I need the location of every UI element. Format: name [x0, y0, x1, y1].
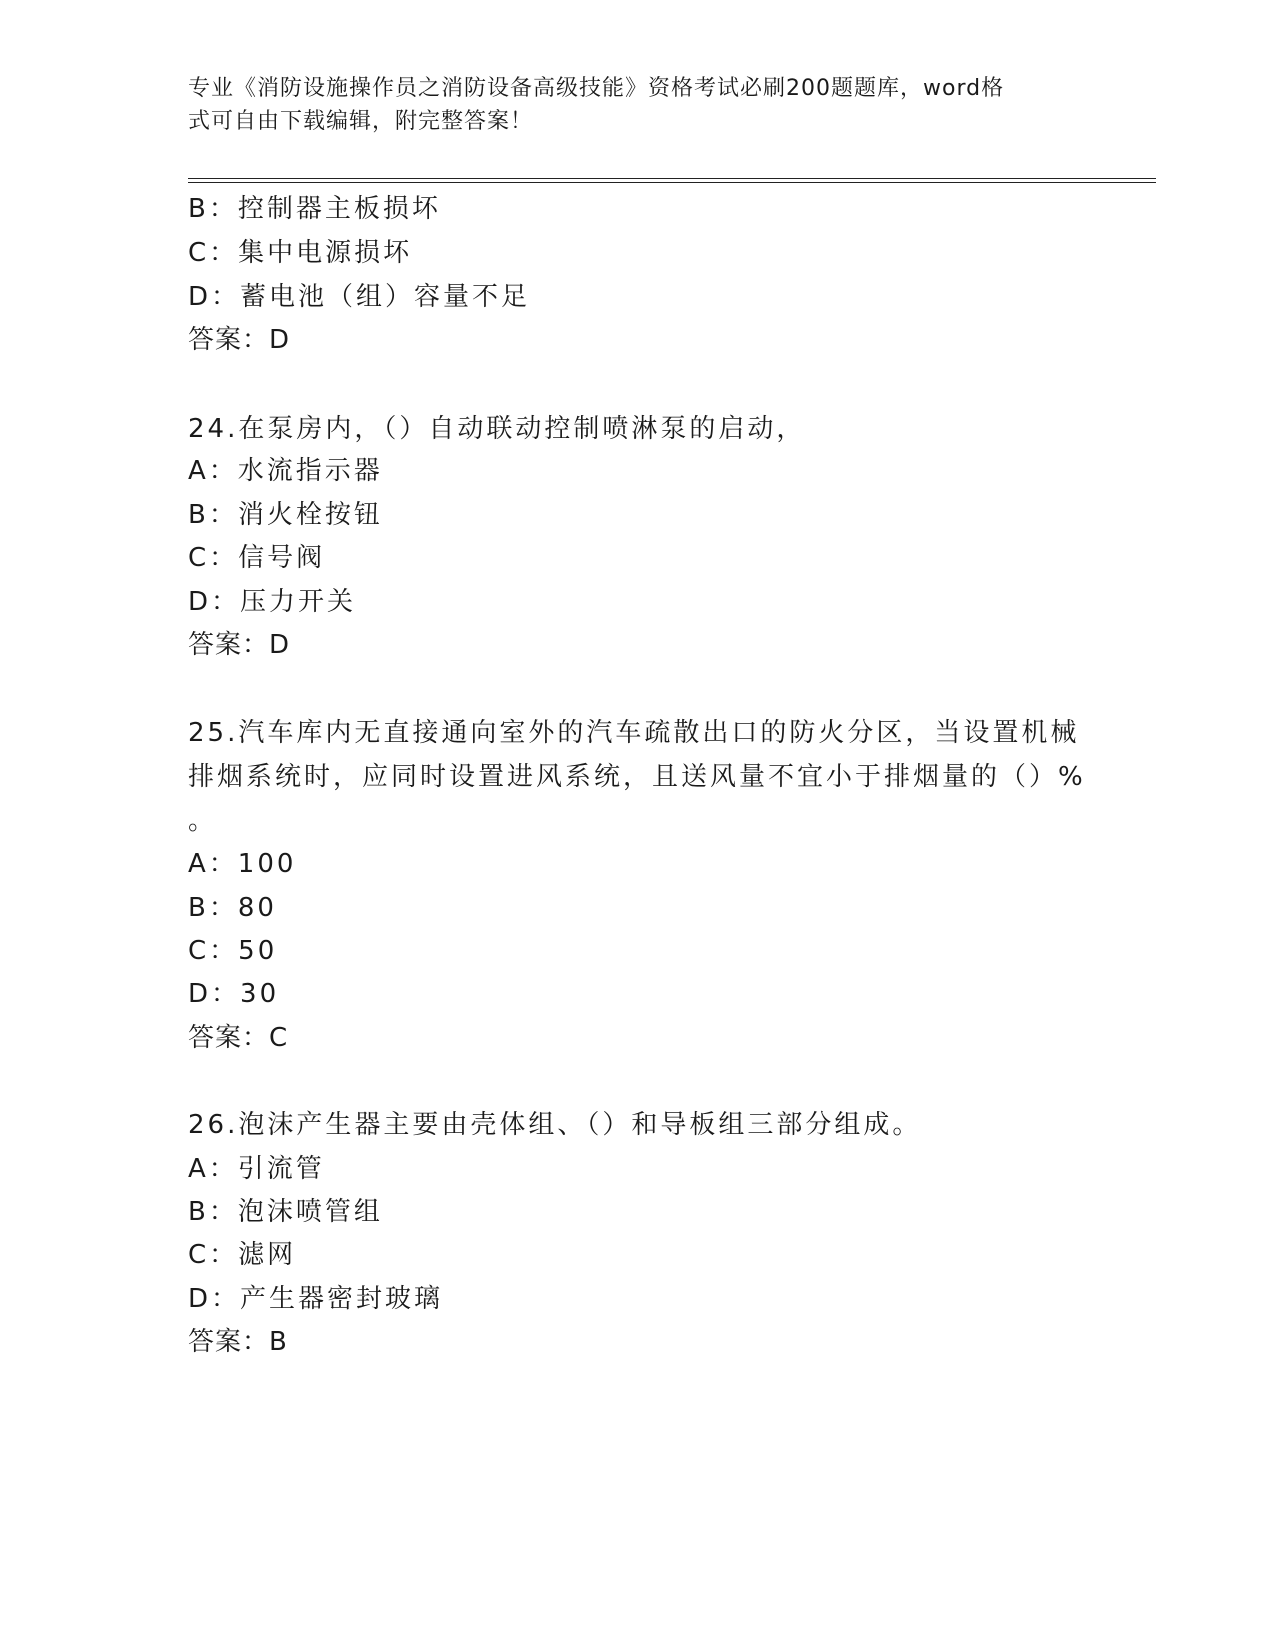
- answer: 答案：D: [188, 630, 291, 660]
- option-a: A：水流指示器: [188, 456, 383, 486]
- option-c: C：滤网: [188, 1240, 297, 1270]
- question-text-line-2: 排烟系统时，应同时设置进风系统，且送风量不宜小于排烟量的（）%: [188, 762, 1086, 792]
- document-header: [188, 72, 1088, 138]
- option-d: D：压力开关: [188, 587, 357, 617]
- option-b: B：消火栓按钮: [188, 500, 383, 530]
- option-a: A：100: [188, 849, 297, 879]
- option-c: C：集中电源损坏: [188, 238, 413, 268]
- option-d: D：蓄电池（组）容量不足: [188, 282, 531, 312]
- header-line-2: 式可自由下载编辑，附完整答案！: [188, 109, 534, 134]
- header-line-1: 专业《消防设施操作员之消防设备高级技能》资格考试必刷200题题库，word格: [188, 76, 1005, 101]
- option-c: C：50: [188, 936, 278, 966]
- answer: 答案：C: [188, 1023, 289, 1053]
- option-b: B：泡沫喷管组: [188, 1197, 383, 1227]
- option-b: B：80: [188, 893, 277, 923]
- question-text-line-1: 25.汽车库内无直接通向室外的汽车疏散出口的防火分区，当设置机械: [188, 718, 1080, 748]
- answer: 答案：B: [188, 1327, 288, 1357]
- answer: 答案：D: [188, 325, 291, 355]
- option-b: B：控制器主板损坏: [188, 194, 441, 224]
- option-d: D：30: [188, 979, 280, 1009]
- option-d: D：产生器密封玻璃: [188, 1284, 444, 1314]
- question-text: 24.在泵房内，（）自动联动控制喷淋泵的启动，: [188, 414, 806, 444]
- header-divider-top: [188, 178, 1156, 179]
- question-text-line-3: 。: [188, 806, 218, 836]
- question-text: 26.泡沫产生器主要由壳体组、（）和导板组三部分组成。: [188, 1110, 922, 1140]
- option-c: C：信号阀: [188, 543, 326, 573]
- option-a: A：引流管: [188, 1154, 325, 1184]
- header-divider-bottom: [188, 182, 1156, 183]
